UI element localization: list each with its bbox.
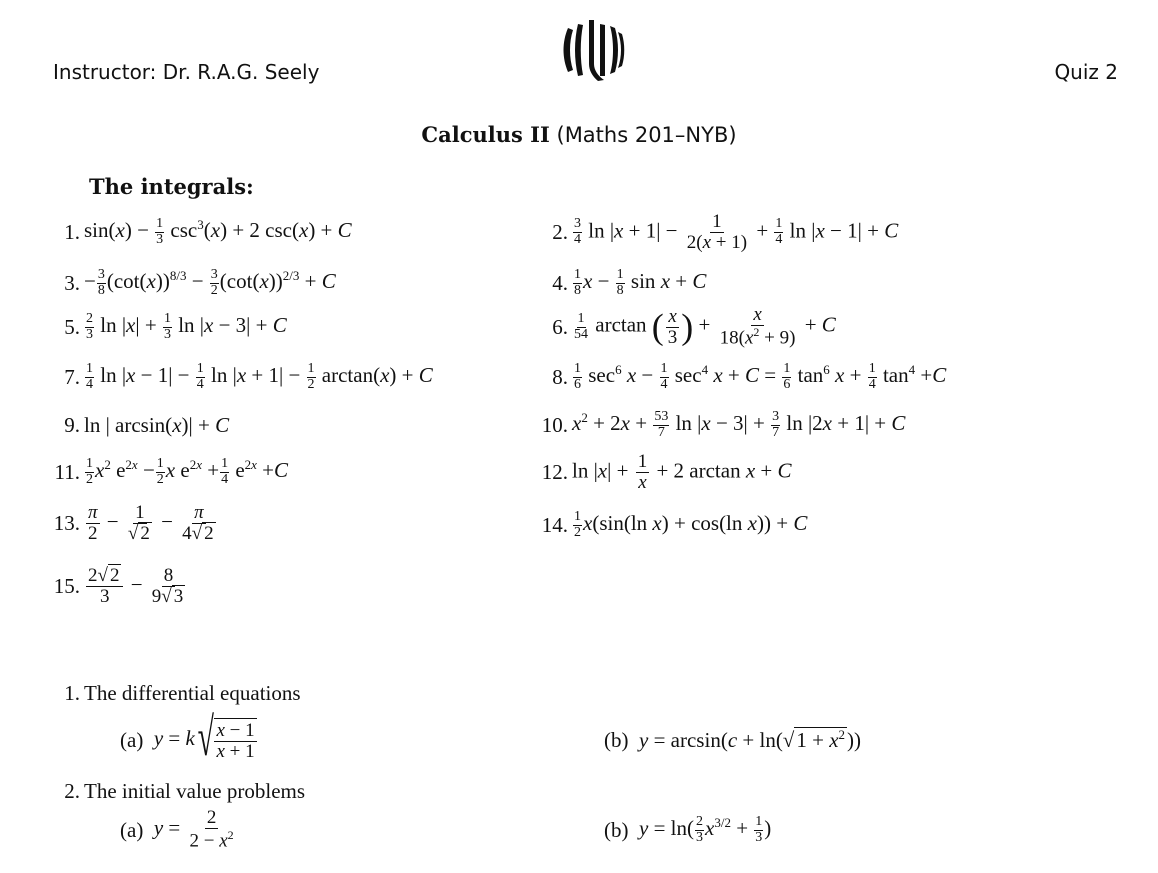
integral-answer-9: 9. ln | arcsin(x)| + C bbox=[52, 405, 229, 445]
section-title: The differential equations bbox=[84, 680, 301, 705]
section-number: 2. bbox=[64, 778, 80, 803]
item-number: 11. bbox=[54, 459, 80, 484]
part-label: (a) bbox=[120, 727, 144, 752]
item-number: 1. bbox=[64, 219, 80, 244]
instructor-label: Instructor: Dr. R.A.G. Seely bbox=[53, 60, 320, 84]
item-number: 4. bbox=[552, 270, 568, 295]
quiz-label: Quiz 2 bbox=[1054, 60, 1118, 84]
de-answer-a: (a) y = k√ $\frac{x - 1}{x + 1}$ bbox=[120, 707, 255, 768]
part-label: (b) bbox=[604, 727, 629, 752]
item-number: 13. bbox=[53, 510, 80, 535]
ivp-answer-b: (b) y = ln( $\frac{2}{3}$ $x^{3/2}$ + $\frac{1}{3}$ ) bbox=[604, 813, 772, 845]
item-number: 3. bbox=[64, 270, 80, 295]
integral-answer-10: 10. $x^2 + 2x$ + $\frac{53}{7}$ ln |x − 3| + $\frac{3}{7}$ ln |2x + 1| + C bbox=[530, 405, 905, 445]
integral-answer-6: 6. $\frac{1}{54}$ arctan ( $\frac{x}{3}$ ) + $\frac{x}{18(x^2 + 9)}$ + C bbox=[540, 307, 836, 347]
integral-answer-1: 1. sin(x) − $\frac{1}{3}$ $\csc^3(x) + 2$ csc(x) + C bbox=[52, 212, 352, 252]
integral-answer-7: 7. $\frac{1}{4}$ ln |x − 1| − $\frac{1}{4}$ ln |x + 1| − $\frac{1}{2}$ arctan(x) + C bbox=[52, 357, 433, 397]
course-name: Calculus II bbox=[421, 122, 550, 147]
item-number: 8. bbox=[552, 364, 568, 389]
integral-answer-11: 11. $\frac{1}{2}$ $x^2$ $e^{2x}$ − $\frac{1}{2}$ x $e^{2x}$ + $\frac{1}{4}$ $e^{2x} +C$ bbox=[42, 452, 288, 492]
item-number: 15. bbox=[53, 573, 80, 598]
item-number: 9. bbox=[64, 412, 80, 437]
ivp-answer-a: (a) y = $\frac{2}{2 - x^2}$ bbox=[120, 807, 234, 852]
item-number: 6. bbox=[552, 314, 568, 339]
part-label: (a) bbox=[120, 817, 144, 842]
integral-answer-3: 3. − $\frac{3}{8}$ $(\cot(x))^{8/3}$ − $\frac{3}{2}$ $(\cot(x))^{2/3} + C$ bbox=[52, 263, 336, 303]
college-logo bbox=[560, 18, 626, 86]
section-title: The initial value problems bbox=[84, 778, 306, 803]
part-label: (b) bbox=[604, 817, 629, 842]
item-number: 10. bbox=[541, 412, 568, 437]
differential-equations-heading bbox=[52, 673, 301, 713]
integrals-heading: The integrals: bbox=[89, 174, 254, 199]
section-number: 1. bbox=[64, 680, 80, 705]
integral-answer-12: 12. ln |x| + $\frac{1}{x}$ + 2 arctan x + C bbox=[530, 452, 792, 492]
de-answer-b: (b) $y = \arcsin(c + \ln(√1 + x^2))$ bbox=[604, 727, 862, 752]
integral-answer-5: 5. $\frac{2}{3}$ ln |x| + $\frac{1}{3}$ ln |x − 3| + C bbox=[52, 307, 287, 347]
integral-answer-13: 13. $\frac{\pi}{2}$ − $\frac{1}{√ 2}$ − $\frac{\pi}{4√ 2}$ bbox=[42, 503, 220, 543]
item-number: 5. bbox=[64, 314, 80, 339]
item-number: 12. bbox=[541, 459, 568, 484]
item-number: 2. bbox=[552, 219, 568, 244]
integral-answer-8: 8. $\frac{1}{6}$ $\sec^6 x$ − $\frac{1}{4}$ $\sec^4 x + C$ = $\frac{1}{6}$ $\tan^6 x$ + $\frac{1}{4}$ $\tan^4 +C$ bbox=[540, 357, 946, 397]
integral-answer-4: 4. $\frac{1}{8}$ x − $\frac{1}{8}$ sin x + C bbox=[540, 263, 706, 303]
item-number: 7. bbox=[64, 364, 80, 389]
course-code: (Maths 201–NYB) bbox=[556, 123, 737, 147]
integral-answer-15: 15. $\frac{2√ 2}{3}$ − $\frac{8}{9√ 3}$ bbox=[42, 566, 189, 606]
ivp-heading bbox=[52, 771, 305, 811]
item-number: 14. bbox=[541, 512, 568, 537]
course-title bbox=[0, 122, 1158, 147]
integral-answer-14: 14. $\frac{1}{2}$ x(sin(ln x) + cos(ln x)) + C bbox=[530, 505, 807, 545]
integral-answer-2: 2. $\frac{3}{4}$ ln |x + 1| − $\frac{1}{2(x + 1)}$ + $\frac{1}{4}$ ln |x − 1| + C bbox=[540, 212, 898, 252]
